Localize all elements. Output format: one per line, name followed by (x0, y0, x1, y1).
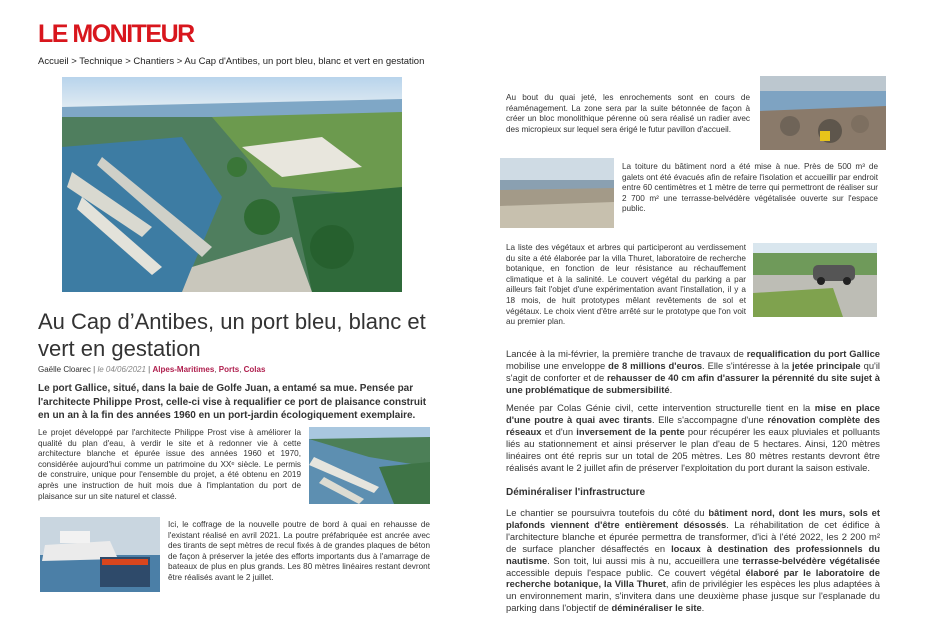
body-paragraph: Le chantier se poursuivra toutefois du côté du bâtiment nord, dont les murs, sols et plafonds viennent d'être entièrement désossés. La réhabilitation de cet édifice à l'architecture blanche et épurée permettra de transformer, d'ici à l'été 2022, les 2 200 m² de surface plancher désaffectés en locaux à destination des professionnels du nautisme. Son toit, lui aussi mis à nu, accueillera une terrasse-belvédère végétalisée accessible depuis l'espace public. Ce couvert végétal élaboré par le laboratoire de recherche botanique, la Villa Thuret, afin de privilégier les espèces les plus adaptées à un environnement marin, s'invitera dans une deuxième phase jusque sur l'esplanade du parking dans l'objectif de déminéraliser le site. (506, 507, 881, 614)
tag-link[interactable]: Ports (218, 365, 240, 374)
body-paragraph: Lancée à la mi-février, la première tranche de travaux de requalification du port Gallice mobilise une enveloppe de 8 millions d'euros. Elle s'intéresse à la jetée principale qu'il s'agit de conforter et de rehausser de 40 cm afin d'assurer la pérennité du site sujet à une problématique de submersibilité. (506, 348, 880, 395)
body-paragraph: Le projet développé par l'architecte Philippe Prost vise à améliorer la qualité du plan d'eau, à verdir le site et à redonner vie à cette architecture blanche et épurée issue des années 1960 et 1970, considérée aujourd'hui comme un patrimoine du XXᵉ siècle. Le permis de construire, unique pour l'ensemble du projet, a été obtenu en 2019 après une instruction de huit mois due à l'implantation du port de plaisance sur un site naturel et classé. (38, 428, 301, 501)
tag-sep: , (214, 365, 219, 374)
photo-caption: Au bout du quai jeté, les enrochements sont en cours de réaménagement. La zone sera par la suite bétonnée de façon à créer un bloc monolithique pérenne où sera réalisé un radier avec des micropieux sur lequel sera érigé le futur pavillon d'accueil. (506, 93, 750, 134)
parking-prototype-photo (753, 243, 877, 317)
byline (38, 365, 265, 374)
section-subheading: Déminéraliser l'infrastructure (506, 487, 646, 498)
breadcrumb[interactable]: Accueil > Technique > Chantiers > Au Cap d'Antibes, un port bleu, blanc et vert en gestation (38, 56, 425, 67)
article-lead: Le port Gallice, situé, dans la baie de Golfe Juan, a entamé sa mue. Pensée par l'architecte Philippe Prost, celle-ci vise à requalifier ce port de plaisance construit en un an à la fin des années 1960 en un port-jardin écologiquement exemplaire. (38, 383, 427, 421)
body-paragraph: Ici, le coffrage de la nouvelle poutre de bord à quai en rehausse de l'existant réalisé en avril 2021. La poutre préfabriquée est ancrée avec des tirants de sept mètres de recul fixés à de grandes plaques de béton de façon à préserver la jetée des efforts importants dus à l'amarrage de bateaux de plus en plus grands. Les 80 mètres linéaires restant devront être réalisés avant le 2 juillet. (168, 520, 430, 582)
tag-link[interactable]: Colas (243, 365, 266, 374)
photo-caption: La liste des végétaux et arbres qui participeront au verdissement du site a été élaborée par la villa Thuret, laboratoire de recherche botanique, en fonction de leur résistance au réchauffement climatique et à la salinité. Le couvert végétal du parking a par ailleurs fait l'objet d'une expérimentation avant l'installation, il y a 18 mois, de huit prototypes mêlant revêtements de sol et végétaux. Le choix vient d'être arrêté sur le prototype que l'on voit au premier plan. (506, 243, 746, 327)
byline-sep: | (145, 365, 153, 374)
roof-photo (500, 158, 614, 228)
byline-sep: | (90, 365, 98, 374)
construction-barge-photo (40, 517, 160, 592)
body-paragraph: Menée par Colas Génie civil, cette intervention structurelle tient en la mise en place d'une poutre à quai avec tirants. Elle s'accompagne d'une rénovation complète des réseaux et d'un inversement de la pente pour récupérer les eaux pluviales et polluants liés au stationnement et ainsi préserver le plan d'eau de 5 hectares. Ainsi, 120 mètres linéaires ont été repris sur un total de 205 mètres. Les 80 mètres restants devront être réalisés avant le 2 juillet afin de préserver l'exploitation du port durant la saison estivale. (506, 402, 880, 473)
photo-caption: La toiture du bâtiment nord a été mise à nue. Près de 500 m³ de galets ont été évacués afin de refaire l'isolation et accueillir par endroit entre 60 centimètres et 1 mètre de terre qui permettront de réaliser sur 2 700 m² une terrasse-belvédère végétalisée ouverte sur l'espace public. (622, 162, 878, 214)
tag-link[interactable]: Alpes-Maritimes (152, 365, 215, 374)
publish-date: le 04/06/2021 (97, 365, 146, 374)
tag-sep: , (239, 365, 244, 374)
hero-aerial-photo (62, 77, 402, 292)
article-title: Au Cap d’Antibes, un port bleu, blanc et vert en gestation (38, 309, 426, 361)
author-link[interactable]: Gaëlle Cloarec (38, 365, 91, 374)
rockworks-photo (760, 76, 886, 150)
port-aerial-photo (309, 427, 430, 504)
site-logo[interactable]: LE MONITEUR (38, 20, 194, 48)
